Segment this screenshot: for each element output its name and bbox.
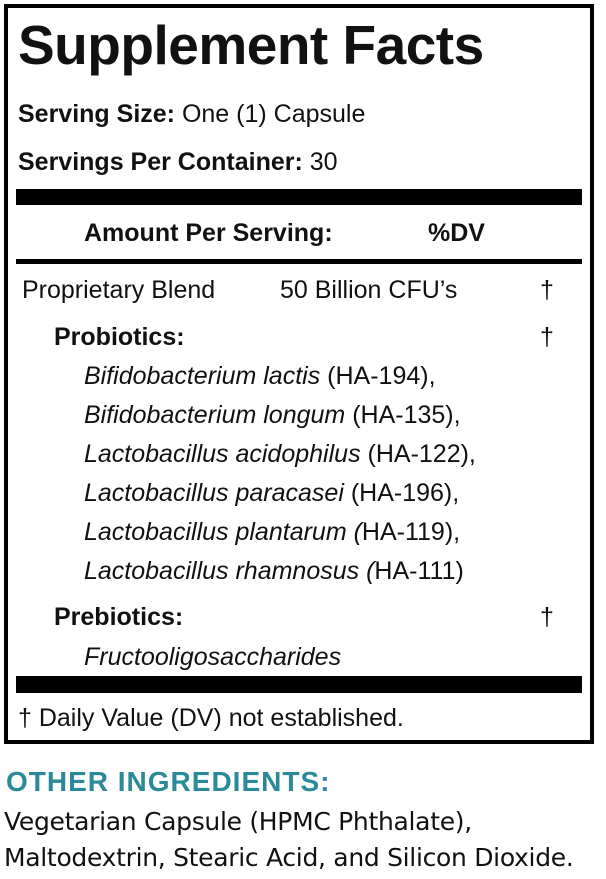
serving-size-label: Serving Size: (18, 100, 175, 128)
strain-name: Lactobacillus rhamnosus ( (84, 557, 375, 585)
strain-code: HA-119), (361, 518, 461, 546)
strain-row (84, 516, 460, 548)
dv-header: %DV (428, 219, 485, 247)
dv-footnote: † Daily Value (DV) not established. (18, 704, 404, 732)
strain-code: (HA-122), (360, 440, 476, 468)
strain-code: (HA-135), (345, 401, 461, 429)
strain-code: HA-111) (374, 557, 464, 585)
other-ingredients-line: Vegetarian Capsule (HPMC Phthalate), (4, 807, 472, 836)
strain-row (84, 360, 436, 392)
probiotics-label: Probiotics: (54, 323, 185, 351)
strain-name: Bifidobacterium lactis (84, 362, 321, 390)
strain-name: Lactobacillus plantarum ( (84, 518, 362, 546)
strain-row (84, 438, 476, 470)
other-ingredients-heading: OTHER INGREDIENTS: (6, 766, 331, 797)
servings-per-container-row (18, 146, 338, 178)
strain-code: (HA-196), (343, 479, 460, 507)
blend-amount: 50 Billion CFU’s (280, 276, 458, 304)
servings-label: Servings Per Container: (18, 148, 303, 176)
amount-per-serving-header: Amount Per Serving: (84, 219, 333, 247)
prebiotics-label: Prebiotics: (54, 603, 184, 631)
other-ingredients-line: Maltodextrin, Stearic Acid, and Silicon Dioxide. (4, 843, 574, 872)
supplement-facts-panel (4, 4, 594, 744)
strain-name: Lactobacillus acidophilus (84, 440, 361, 468)
thick-divider-bottom (16, 676, 582, 693)
prebiotic-ingredient: Fructooligosaccharides (84, 643, 342, 671)
strain-row (84, 477, 459, 509)
strain-row (84, 555, 464, 587)
servings-value: 30 (309, 148, 338, 176)
strain-name: Bifidobacterium longum (84, 401, 346, 429)
header-divider (16, 259, 582, 264)
strain-name: Lactobacillus paracasei (84, 479, 344, 507)
strain-row (84, 399, 461, 431)
strain-code: (HA-194), (320, 362, 436, 390)
thick-divider-top (16, 189, 582, 205)
prebiotics-dagger: † (540, 603, 554, 631)
serving-size-value: One (1) Capsule (181, 100, 366, 128)
panel-title: Supplement Facts (18, 14, 484, 76)
serving-size-row (18, 98, 365, 130)
probiotics-dagger: † (540, 323, 554, 351)
blend-name: Proprietary Blend (22, 276, 216, 304)
blend-dagger: † (540, 276, 554, 304)
